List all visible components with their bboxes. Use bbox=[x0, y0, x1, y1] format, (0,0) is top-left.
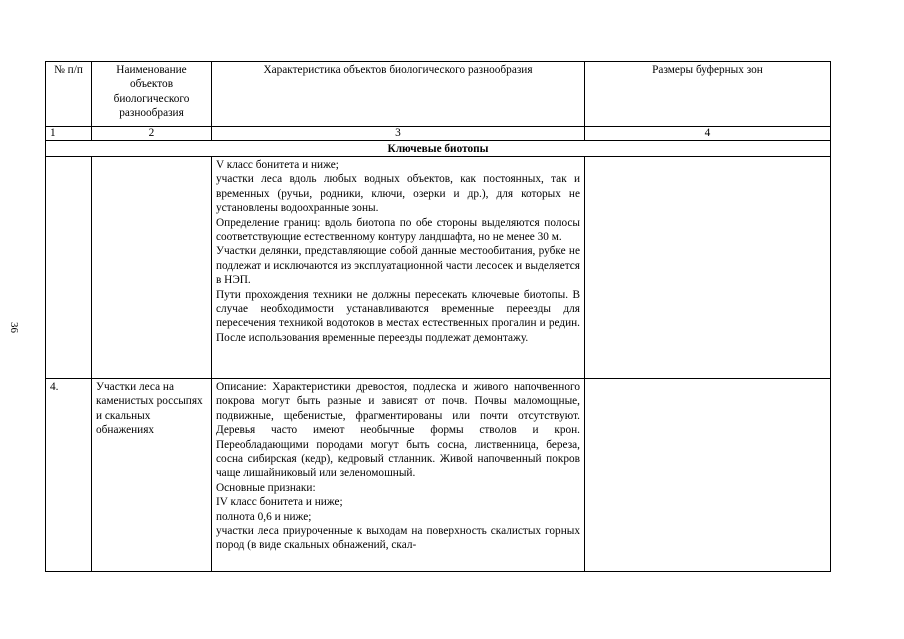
description-paragraph: Определение границ: вдоль биотопа по обе стороны выделяются полосы соответствующие естественному контуру ландшафта, но не менее 30 м. bbox=[216, 216, 580, 244]
section-title: Ключевые биотопы bbox=[46, 141, 831, 157]
column-number-row bbox=[46, 127, 831, 141]
page-number: 36 bbox=[8, 322, 20, 333]
column-number-2: 2 bbox=[92, 127, 212, 141]
description-paragraph: Основные признаки: bbox=[216, 481, 316, 494]
description-paragraph: участки леса вдоль любых водных объектов, как постоянных, так и временных (ручьи, родники, ключи, озерки и др.), для которых не установлены водоохранные зоны. bbox=[216, 173, 580, 215]
column-number-4: 4 bbox=[585, 127, 831, 141]
header-object-name: Наименование объектов биологического разнообразия bbox=[92, 62, 212, 127]
row-number bbox=[46, 157, 92, 379]
row-description bbox=[212, 157, 585, 379]
row-object-name: Участки леса на каменистых россыпях и скальных обнажениях bbox=[92, 379, 212, 572]
description-paragraph: Описание: Характеристики древостоя, подлеска и живого напочвенного покрова могут быть разные и зависят от почв. Почвы маломощные, подвижные, щебенистые, фрагментированы или почти отсутствуют. Деревья часто имеют необычные формы стволов и крон. Переобладающими породами могут быть сосна, лиственница, береза, сосна сибирская (кедр), кедровый стланник. Живой напочвенный покров чаще лишайниковый или зеленомошный. bbox=[216, 381, 580, 480]
column-number-1: 1 bbox=[46, 127, 92, 141]
section-row bbox=[46, 141, 831, 157]
description-paragraph: Участки делянки, представляющие собой данные местообитания, рубке не подлежат и исключаются из эксплуатационной части лесосек и выделяется в НЭП. bbox=[216, 245, 580, 287]
description-paragraph: участки леса приуроченные к выходам на поверхность скалистых горных пород (в виде скальных обнажений, скал- bbox=[216, 525, 580, 552]
header-buffer-zone: Размеры буферных зон bbox=[585, 62, 831, 127]
biodiversity-table bbox=[45, 61, 831, 572]
row-buffer-zone bbox=[585, 379, 831, 572]
table-row bbox=[46, 379, 831, 572]
header-number: № п/п bbox=[46, 62, 92, 127]
header-characteristic: Характеристика объектов биологического разнообразия bbox=[212, 62, 585, 127]
row-description bbox=[212, 379, 585, 572]
description-paragraph: V класс бонитета и ниже; bbox=[216, 159, 339, 171]
table-header-row bbox=[46, 62, 831, 127]
row-number: 4. bbox=[46, 379, 92, 572]
description-paragraph: Пути прохождения техники не должны пересекать ключевые биотопы. В случае необходимости устанавливаются временные переезды для пересечения техникой водотоков в местах естественных прогалин и редин. После использования временные переезды подлежат демонтажу. bbox=[216, 288, 580, 344]
column-number-3: 3 bbox=[212, 127, 585, 141]
description-paragraph: IV класс бонитета и ниже; bbox=[216, 496, 343, 509]
table-row bbox=[46, 157, 831, 379]
description-paragraph: полнота 0,6 и ниже; bbox=[216, 510, 312, 523]
row-buffer-zone bbox=[585, 157, 831, 379]
row-object-name bbox=[92, 157, 212, 379]
